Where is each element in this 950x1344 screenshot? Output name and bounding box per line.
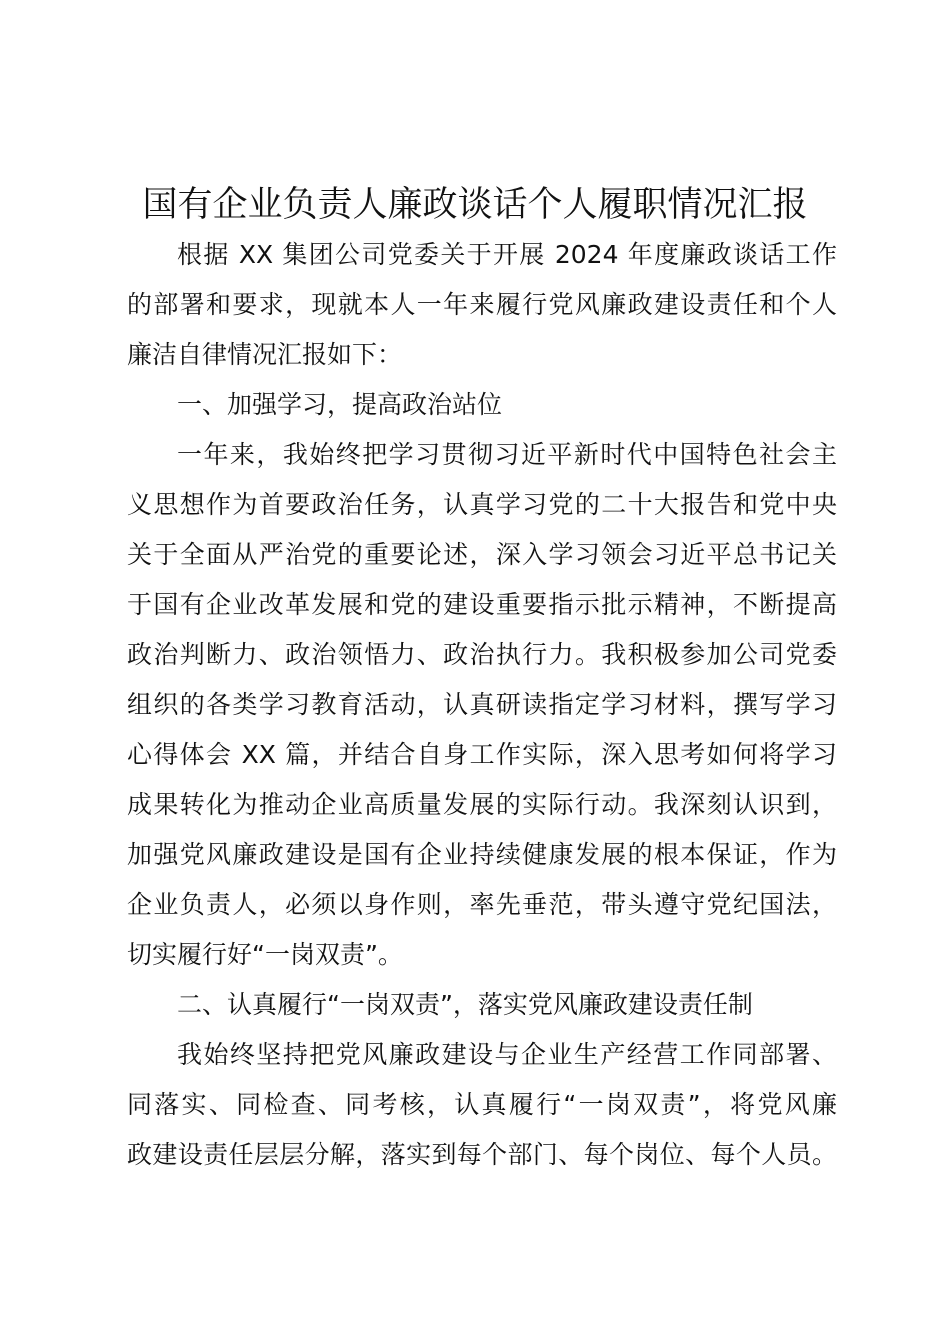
paragraph-line: 政建设责任层层分解，落实到每个部门、每个岗位、每个人员。 [127, 1140, 837, 1169]
paragraph-line: 成果转化为推动企业高质量发展的实际行动。我深刻认识到， [127, 790, 837, 819]
document-title: 国有企业负责人廉政谈话个人履职情况汇报 [142, 185, 808, 225]
paragraph-line: 切实履行好“一岗双责”。 [127, 940, 403, 969]
paragraph-line: 一年来，我始终把学习贯彻习近平新时代中国特色社会主 [177, 440, 837, 469]
paragraph-line: 关于全面从严治党的重要论述，深入学习领会习近平总书记关 [127, 540, 837, 569]
paragraph-line: 同落实、同检查、同考核，认真履行“一岗双责”，将党风廉 [127, 1090, 837, 1119]
paragraph-line: 我始终坚持把党风廉政建设与企业生产经营工作同部署、 [177, 1040, 837, 1069]
section-heading-2: 二、认真履行“一岗双责”，落实党风廉政建设责任制 [177, 990, 753, 1019]
paragraph-line: 企业负责人，必须以身作则，率先垂范，带头遵守党纪国法， [127, 890, 837, 919]
paragraph-line: 加强党风廉政建设是国有企业持续健康发展的根本保证，作为 [127, 840, 837, 869]
paragraph-line: 政治判断力、政治领悟力、政治执行力。我积极参加公司党委 [127, 640, 837, 669]
paragraph-line: 心得体会 XX 篇，并结合自身工作实际，深入思考如何将学习 [127, 740, 837, 769]
paragraph-line: 于国有企业改革发展和党的建设重要指示批示精神，不断提高 [127, 590, 837, 619]
paragraph-line: 义思想作为首要政治任务，认真学习党的二十大报告和党中央 [127, 490, 837, 519]
paragraph-line: 的部署和要求，现就本人一年来履行党风廉政建设责任和个人 [127, 290, 837, 319]
section-heading-1: 一、加强学习，提高政治站位 [177, 390, 503, 419]
paragraph-line: 组织的各类学习教育活动，认真研读指定学习材料，撰写学习 [127, 690, 837, 719]
paragraph-line: 根据 XX 集团公司党委关于开展 2024 年度廉政谈话工作 [177, 240, 837, 269]
paragraph-line: 廉洁自律情况汇报如下： [127, 340, 403, 369]
